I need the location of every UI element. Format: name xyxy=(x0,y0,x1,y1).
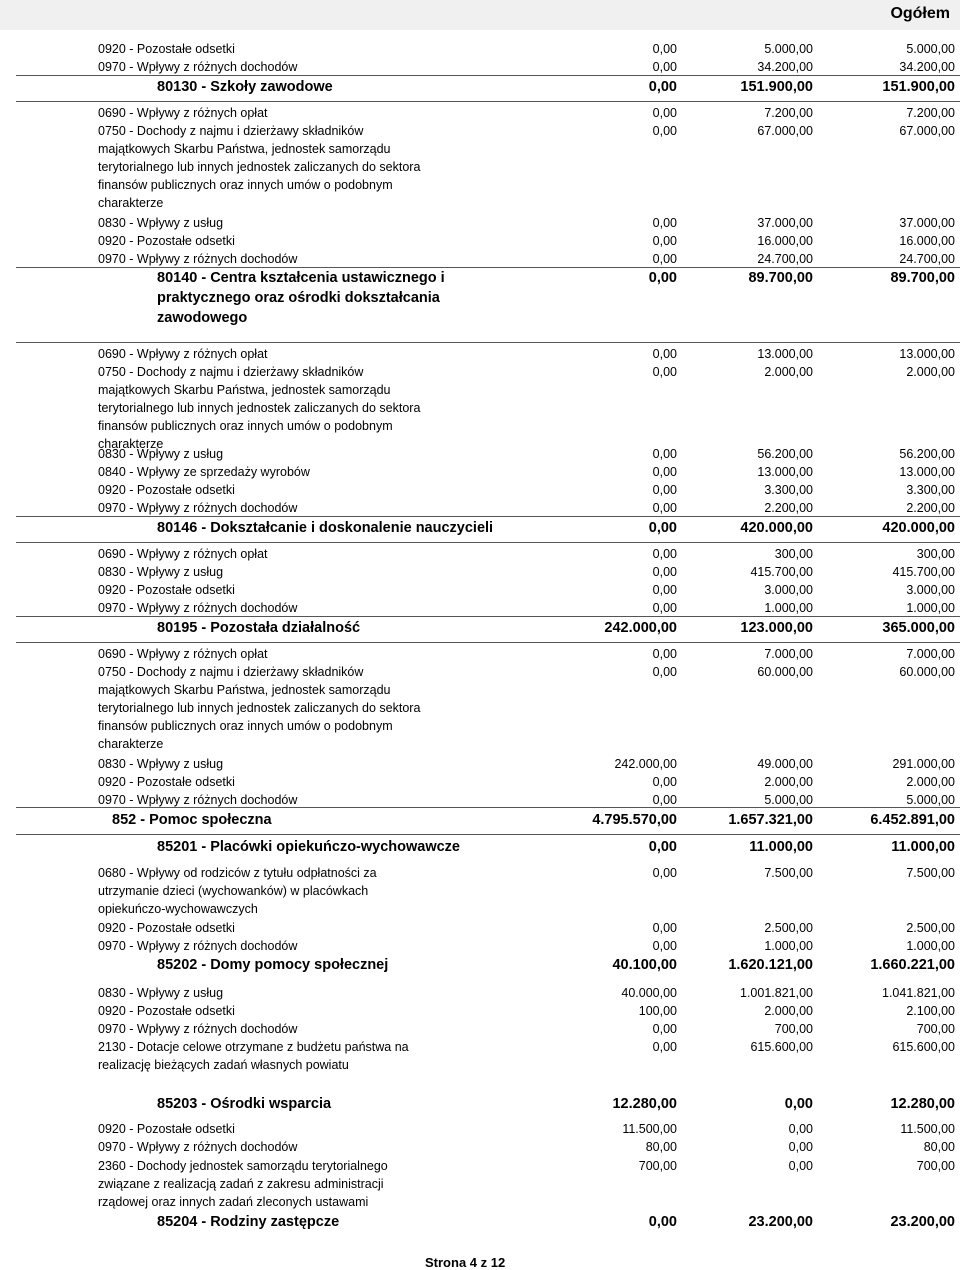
value-cell: 7.200,00 xyxy=(906,106,955,120)
value-cell: 49.000,00 xyxy=(757,757,813,771)
value-cell: 11.000,00 xyxy=(891,839,955,855)
row-divider xyxy=(16,542,960,543)
row-divider xyxy=(16,516,960,517)
value-cell: 0,00 xyxy=(648,1214,677,1230)
value-cell: 2.000,00 xyxy=(764,365,813,379)
value-cell: 1.620.121,00 xyxy=(728,957,813,973)
value-cell: 300,00 xyxy=(774,547,813,561)
value-cell: 0,00 xyxy=(652,939,677,953)
value-cell: 7.000,00 xyxy=(906,647,955,661)
row-label: 0970 - Wpływy z różnych dochodów xyxy=(98,1022,298,1036)
value-cell: 1.001.821,00 xyxy=(740,986,813,1000)
row-label: 0690 - Wpływy z różnych opłat xyxy=(98,106,268,120)
value-cell: 7.500,00 xyxy=(764,866,813,880)
value-cell: 23.200,00 xyxy=(890,1214,955,1230)
value-cell: 60.000,00 xyxy=(899,665,955,679)
row-label: 0690 - Wpływy z różnych opłat xyxy=(98,347,268,361)
value-cell: 1.000,00 xyxy=(906,601,955,615)
value-cell: 0,00 xyxy=(652,124,677,138)
value-cell: 2.000,00 xyxy=(906,775,955,789)
row-label: 0920 - Pozostałe odsetki xyxy=(98,921,235,935)
value-cell: 2.000,00 xyxy=(764,1004,813,1018)
value-cell: 700,00 xyxy=(774,1022,813,1036)
value-cell: 16.000,00 xyxy=(899,234,955,248)
row-label: 2130 - Dotacje celowe otrzymane z budżetu państwa na realizację bieżących zadań własnych powiatu xyxy=(98,1040,409,1072)
row-label: 85202 - Domy pomocy społecznej xyxy=(157,957,389,973)
value-cell: 0,00 xyxy=(652,793,677,807)
value-cell: 0,00 xyxy=(652,866,677,880)
value-cell: 0,00 xyxy=(652,547,677,561)
value-cell: 415.700,00 xyxy=(750,565,813,579)
value-cell: 0,00 xyxy=(652,583,677,597)
value-cell: 2.200,00 xyxy=(764,501,813,515)
value-cell: 5.000,00 xyxy=(764,793,813,807)
value-cell: 3.300,00 xyxy=(906,483,955,497)
value-cell: 700,00 xyxy=(916,1022,955,1036)
value-cell: 0,00 xyxy=(652,465,677,479)
row-divider xyxy=(16,101,960,102)
value-cell: 13.000,00 xyxy=(757,347,813,361)
value-cell: 37.000,00 xyxy=(899,216,955,230)
row-label: 0920 - Pozostałe odsetki xyxy=(98,775,235,789)
value-cell: 420.000,00 xyxy=(740,520,813,536)
row-label: 2360 - Dochody jednostek samorządu terytorialnego związane z realizacją zadań z zakresu administracji rządowej oraz innych zadań zleconych ustawami xyxy=(98,1159,388,1209)
row-divider xyxy=(16,342,960,343)
row-label: 0830 - Wpływy z usług xyxy=(98,216,224,230)
value-cell: 700,00 xyxy=(916,1159,955,1173)
value-cell: 2.000,00 xyxy=(906,365,955,379)
value-cell: 2.500,00 xyxy=(906,921,955,935)
row-label: 80195 - Pozostała działalność xyxy=(157,620,361,636)
row-label: 0920 - Pozostałe odsetki xyxy=(98,483,235,497)
value-cell: 615.600,00 xyxy=(892,1040,955,1054)
row-label: 80146 - Dokształcanie i doskonalenie nauczycieli xyxy=(157,520,494,536)
row-label: 0970 - Wpływy z różnych dochodów xyxy=(98,60,298,74)
row-divider xyxy=(16,616,960,617)
value-cell: 7.500,00 xyxy=(906,866,955,880)
row-divider xyxy=(16,834,960,835)
value-cell: 0,00 xyxy=(652,1022,677,1036)
value-cell: 0,00 xyxy=(652,42,677,56)
value-cell: 0,00 xyxy=(652,447,677,461)
value-cell: 16.000,00 xyxy=(757,234,813,248)
row-label: 0750 - Dochody z najmu i dzierżawy składników majątkowych Skarbu Państwa, jednostek samorządu terytorialnego lub innych jednostek zaliczanych do sektora finansów publicznych oraz innych umów o podobnym charakterze xyxy=(98,124,421,210)
row-label: 0680 - Wpływy od rodziców z tytułu odpłatności za utrzymanie dzieci (wychowanków) w placówkach opiekuńczo-wychowawczych xyxy=(98,866,377,916)
value-cell: 24.700,00 xyxy=(899,252,955,266)
value-cell: 12.280,00 xyxy=(612,1096,677,1112)
page-number: Strona 4 z 12 xyxy=(425,1255,506,1270)
row-label: 85204 - Rodziny zastępcze xyxy=(157,1214,340,1230)
value-cell: 0,00 xyxy=(652,601,677,615)
row-label: 0920 - Pozostałe odsetki xyxy=(98,1122,235,1136)
value-cell: 2.500,00 xyxy=(764,921,813,935)
row-label: 80140 - Centra kształcenia ustawicznego i praktycznego oraz ośrodki dokształcania zawodowego xyxy=(157,270,445,326)
value-cell: 0,00 xyxy=(788,1122,813,1136)
row-label: 0970 - Wpływy z różnych dochodów xyxy=(98,1140,298,1154)
value-cell: 0,00 xyxy=(652,216,677,230)
row-label: 0920 - Pozostałe odsetki xyxy=(98,42,235,56)
value-cell: 151.900,00 xyxy=(882,79,955,95)
value-cell: 6.452.891,00 xyxy=(870,812,955,828)
row-label: 0920 - Pozostałe odsetki xyxy=(98,583,235,597)
page-header xyxy=(0,0,960,30)
value-cell: 242.000,00 xyxy=(604,620,677,636)
row-label: 0970 - Wpływy z różnych dochodów xyxy=(98,601,298,615)
value-cell: 0,00 xyxy=(652,775,677,789)
value-cell: 615.600,00 xyxy=(750,1040,813,1054)
value-cell: 13.000,00 xyxy=(757,465,813,479)
value-cell: 1.041.821,00 xyxy=(882,986,955,1000)
value-cell: 80,00 xyxy=(923,1140,955,1154)
value-cell: 89.700,00 xyxy=(890,270,955,286)
value-cell: 0,00 xyxy=(788,1140,813,1154)
value-cell: 2.000,00 xyxy=(764,775,813,789)
value-cell: 11.500,00 xyxy=(900,1122,955,1136)
row-label: 85203 - Ośrodki wsparcia xyxy=(157,1096,332,1112)
row-label: 0970 - Wpływy z różnych dochodów xyxy=(98,939,298,953)
value-cell: 242.000,00 xyxy=(614,757,677,771)
value-cell: 0,00 xyxy=(648,520,677,536)
value-cell: 89.700,00 xyxy=(748,270,813,286)
row-label: 0840 - Wpływy ze sprzedaży wyrobów xyxy=(98,465,310,479)
row-divider xyxy=(16,642,960,643)
value-cell: 56.200,00 xyxy=(899,447,955,461)
value-cell: 0,00 xyxy=(652,501,677,515)
value-cell: 7.000,00 xyxy=(764,647,813,661)
value-cell: 0,00 xyxy=(652,106,677,120)
value-cell: 0,00 xyxy=(652,234,677,248)
value-cell: 291.000,00 xyxy=(892,757,955,771)
value-cell: 11.500,00 xyxy=(622,1122,677,1136)
value-cell: 0,00 xyxy=(652,921,677,935)
value-cell: 67.000,00 xyxy=(899,124,955,138)
value-cell: 12.280,00 xyxy=(890,1096,955,1112)
value-cell: 0,00 xyxy=(652,252,677,266)
value-cell: 5.000,00 xyxy=(764,42,813,56)
value-cell: 1.660.221,00 xyxy=(870,957,955,973)
value-cell: 5.000,00 xyxy=(906,42,955,56)
value-cell: 0,00 xyxy=(652,665,677,679)
value-cell: 34.200,00 xyxy=(899,60,955,74)
value-cell: 80,00 xyxy=(645,1140,677,1154)
value-cell: 0,00 xyxy=(652,60,677,74)
value-cell: 23.200,00 xyxy=(748,1214,813,1230)
value-cell: 3.300,00 xyxy=(764,483,813,497)
value-cell: 11.000,00 xyxy=(749,839,813,855)
row-divider xyxy=(16,75,960,76)
row-label: 0970 - Wpływy z różnych dochodów xyxy=(98,793,298,807)
value-cell: 56.200,00 xyxy=(757,447,813,461)
value-cell: 1.000,00 xyxy=(764,601,813,615)
value-cell: 60.000,00 xyxy=(757,665,813,679)
value-cell: 0,00 xyxy=(652,347,677,361)
value-cell: 1.000,00 xyxy=(764,939,813,953)
row-label: 0970 - Wpływy z różnych dochodów xyxy=(98,252,298,266)
row-label: 0830 - Wpływy z usług xyxy=(98,565,224,579)
row-label: 0690 - Wpływy z różnych opłat xyxy=(98,547,268,561)
value-cell: 24.700,00 xyxy=(757,252,813,266)
value-cell: 365.000,00 xyxy=(882,620,955,636)
row-divider xyxy=(16,267,960,268)
value-cell: 700,00 xyxy=(638,1159,677,1173)
value-cell: 1.000,00 xyxy=(906,939,955,953)
value-cell: 1.657.321,00 xyxy=(728,812,813,828)
value-cell: 3.000,00 xyxy=(764,583,813,597)
row-label: 0690 - Wpływy z różnych opłat xyxy=(98,647,268,661)
row-label: 0830 - Wpływy z usług xyxy=(98,986,224,1000)
row-divider xyxy=(16,807,960,808)
value-cell: 0,00 xyxy=(652,483,677,497)
value-cell: 2.100,00 xyxy=(906,1004,955,1018)
value-cell: 0,00 xyxy=(652,565,677,579)
value-cell: 0,00 xyxy=(648,270,677,286)
value-cell: 100,00 xyxy=(638,1004,677,1018)
row-label: 0970 - Wpływy z różnych dochodów xyxy=(98,501,298,515)
value-cell: 420.000,00 xyxy=(882,520,955,536)
value-cell: 7.200,00 xyxy=(764,106,813,120)
value-cell: 4.795.570,00 xyxy=(592,812,677,828)
value-cell: 0,00 xyxy=(784,1096,813,1112)
row-label: 0750 - Dochody z najmu i dzierżawy składników majątkowych Skarbu Państwa, jednostek samorządu terytorialnego lub innych jednostek zaliczanych do sektora finansów publicznych oraz innych umów o podobnym charakterze xyxy=(98,365,421,451)
value-cell: 0,00 xyxy=(652,647,677,661)
value-cell: 37.000,00 xyxy=(757,216,813,230)
value-cell: 67.000,00 xyxy=(757,124,813,138)
column-header-total: Ogółem xyxy=(890,5,950,22)
value-cell: 0,00 xyxy=(788,1159,813,1173)
value-cell: 123.000,00 xyxy=(740,620,813,636)
row-label: 80130 - Szkoły zawodowe xyxy=(157,79,333,95)
value-cell: 2.200,00 xyxy=(906,501,955,515)
value-cell: 415.700,00 xyxy=(892,565,955,579)
row-label: 0920 - Pozostałe odsetki xyxy=(98,234,235,248)
row-label: 0750 - Dochody z najmu i dzierżawy składników majątkowych Skarbu Państwa, jednostek samorządu terytorialnego lub innych jednostek zaliczanych do sektora finansów publicznych oraz innych umów o podobnym charakterze xyxy=(98,665,421,751)
value-cell: 5.000,00 xyxy=(906,793,955,807)
row-label: 0920 - Pozostałe odsetki xyxy=(98,1004,235,1018)
value-cell: 0,00 xyxy=(648,839,677,855)
value-cell: 40.100,00 xyxy=(612,957,677,973)
value-cell: 0,00 xyxy=(652,365,677,379)
value-cell: 34.200,00 xyxy=(757,60,813,74)
value-cell: 151.900,00 xyxy=(740,79,813,95)
value-cell: 0,00 xyxy=(652,1040,677,1054)
value-cell: 0,00 xyxy=(648,79,677,95)
value-cell: 13.000,00 xyxy=(899,465,955,479)
value-cell: 3.000,00 xyxy=(906,583,955,597)
row-label: 0830 - Wpływy z usług xyxy=(98,757,224,771)
row-label: 852 - Pomoc społeczna xyxy=(112,812,272,828)
row-label: 85201 - Placówki opiekuńczo-wychowawcze xyxy=(157,839,460,855)
value-cell: 40.000,00 xyxy=(621,986,677,1000)
value-cell: 13.000,00 xyxy=(899,347,955,361)
row-label: 0830 - Wpływy z usług xyxy=(98,447,224,461)
value-cell: 300,00 xyxy=(916,547,955,561)
